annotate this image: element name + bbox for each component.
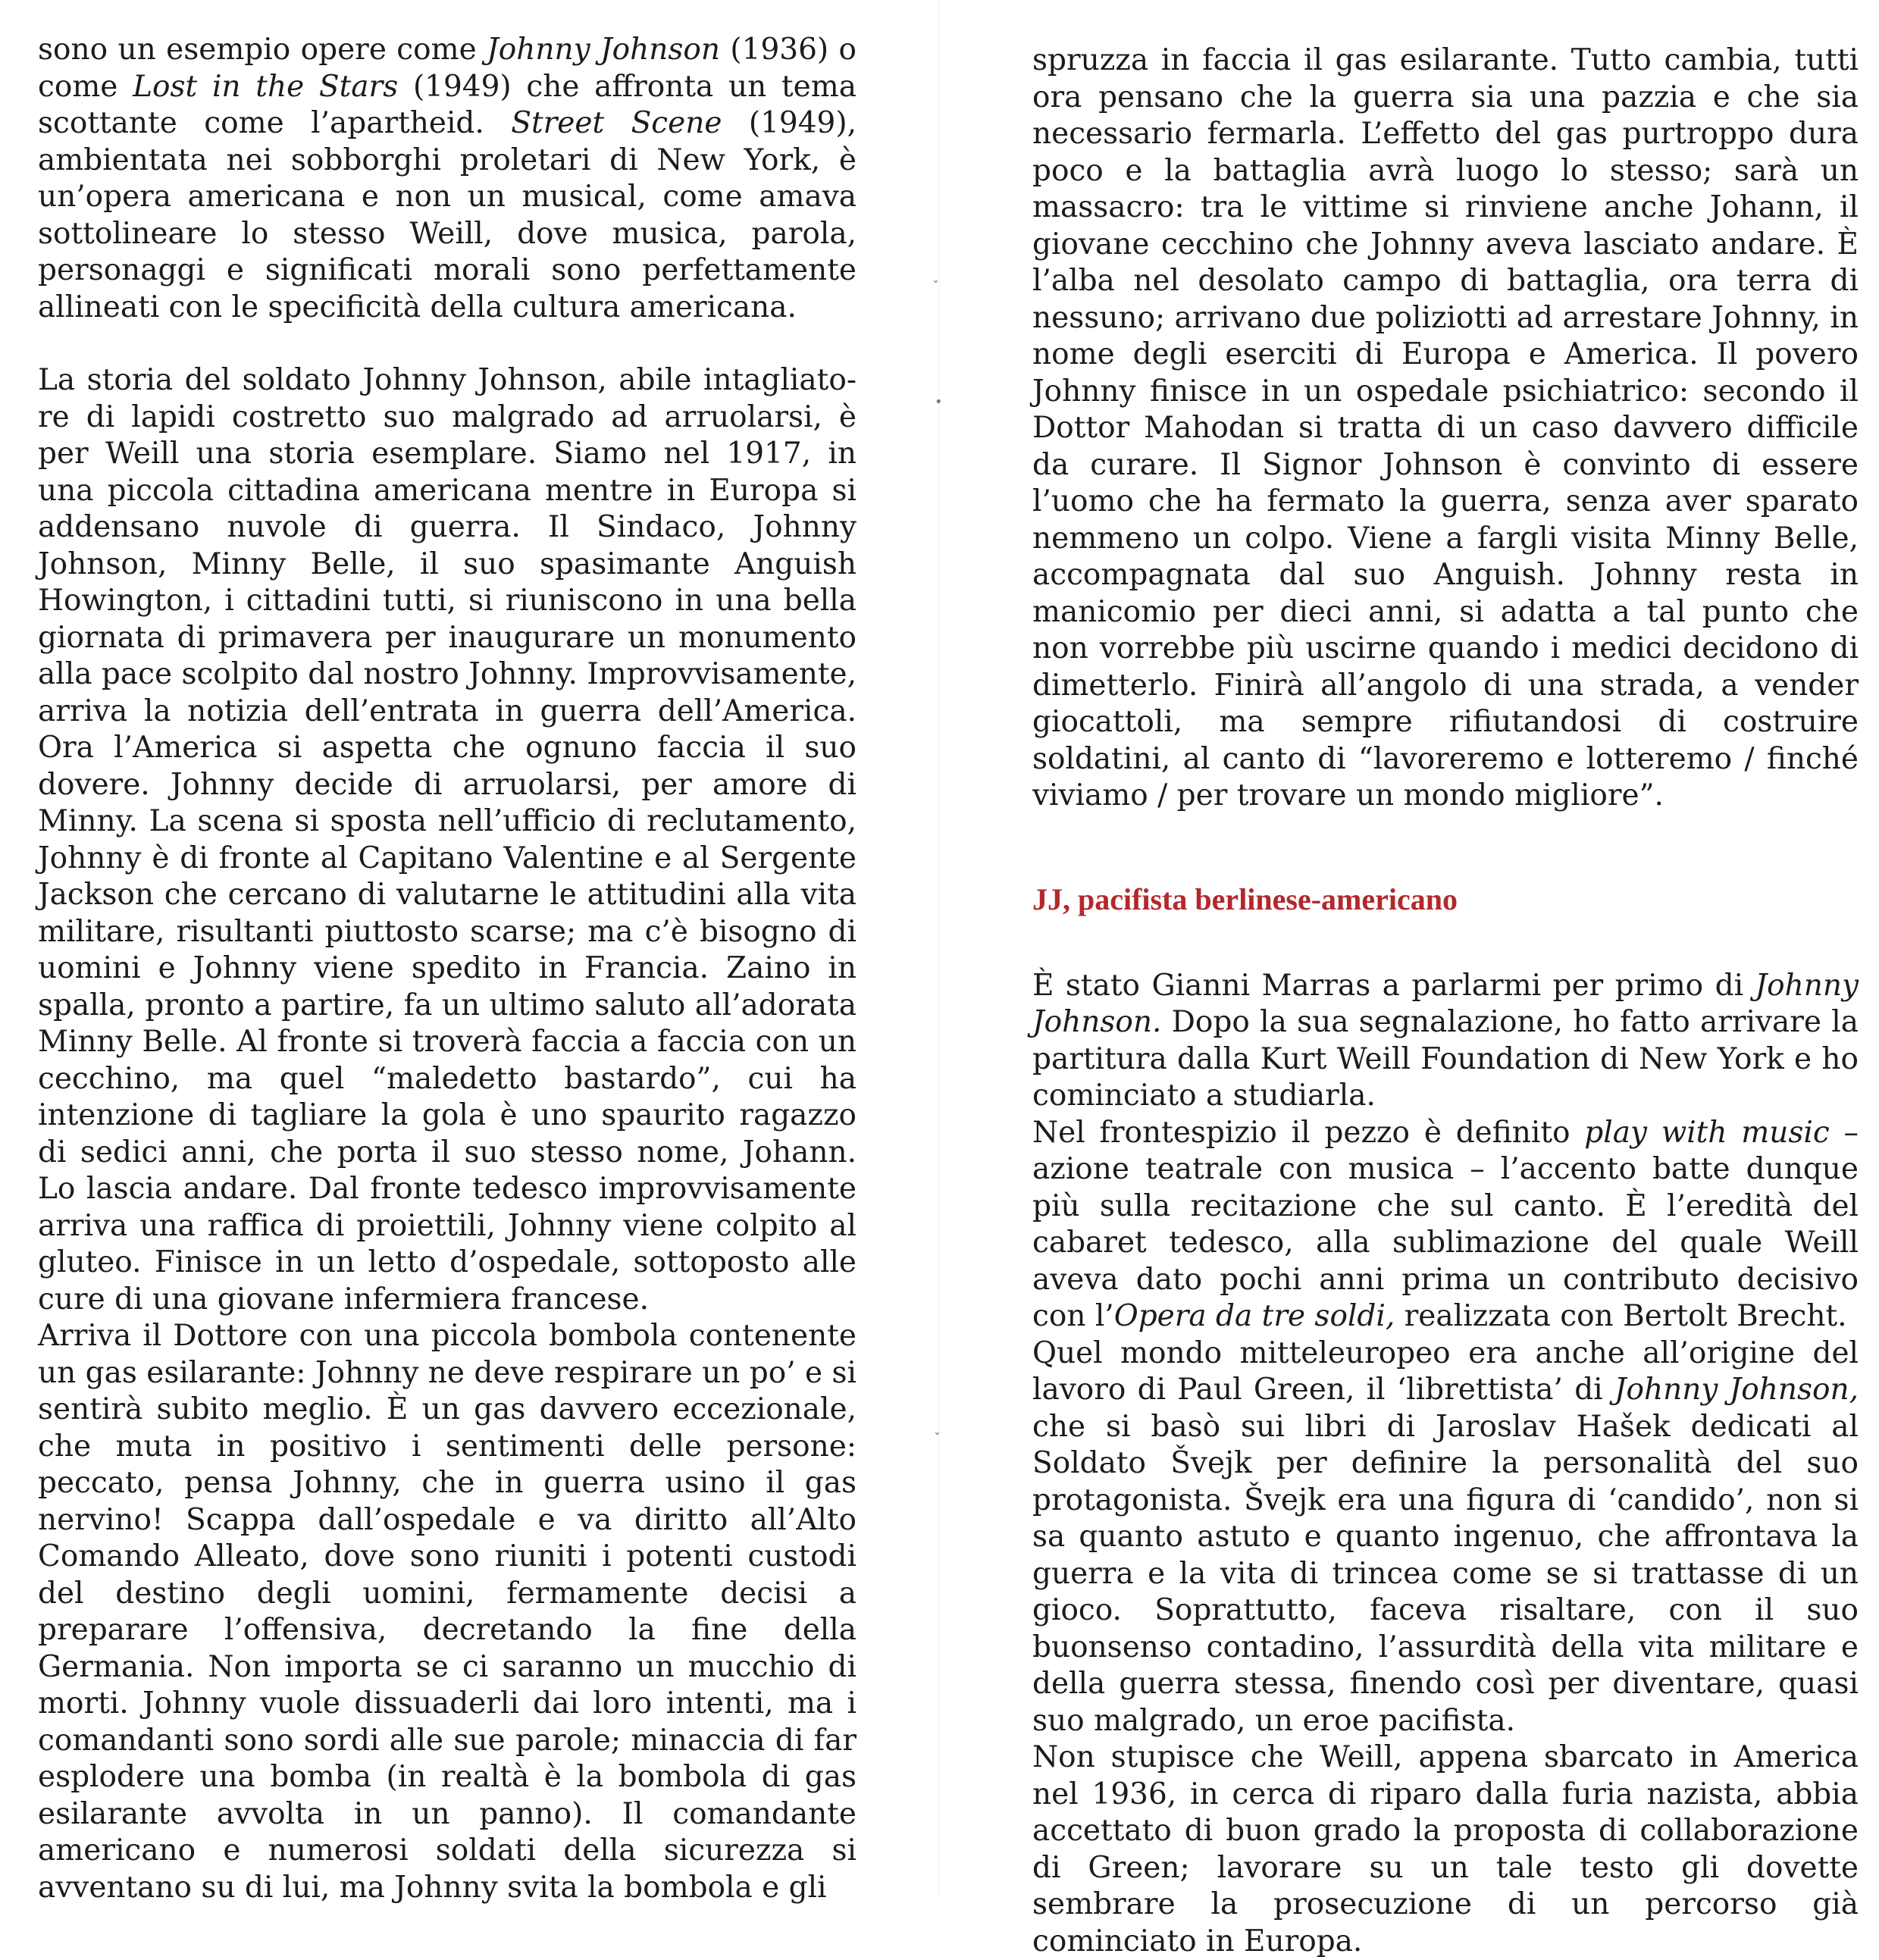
text-run: – azione teatrale con musica – l’accento batte dunque più sulla recitazione che sul canto. È l’eredità del cabaret tedesco, alla sublimazione del quale Weill aveva dato pochi anni prima un contributo decisivo con l’ [1032, 1115, 1859, 1333]
scan-mark: • [935, 394, 943, 410]
text-run: Nel frontespizio il pezzo è definito [1032, 1115, 1585, 1150]
paragraph: spruzza in faccia il gas esilarante. Tutto cambia, tutti ora pensano che la guerra sia una pazzia e che sia necessario fermarla. L’effetto del gas purtroppo dura poco e la battaglia avrà luogo lo stesso; sarà un massacro: tra le vittime si rinviene anche Johann, il giovane cecchino che Johnny aveva lasciato andare. È l’alba nel desolato campo di battaglia, ora terra di nessuno; arrivano due poliziotti ad arrestare Johnny, in nome degli eserciti di Europa e America. Il povero Johnny finisce in un ospedale psichiatrico: secondo il Dottor Mahodan si tratta di un caso davvero difficile da curare. Il Signor Johnson è convinto di essere l’uomo che ha fermato la guerra, senza aver sparato nemmeno un colpo. Viene a fargli visita Minny Belle, accompagnata dal suo Anguish. Johnny resta in manicomio per dieci anni, si adatta a tal punto che non vorrebbe più uscirne quando i medici decidono di dimetterlo. Finirà all’angolo di una strada, a vender giocattoli, ma sempre rifiutandosi di costruire soldatini, al canto di “lavoreremo e lotteremo / finché viviamo / per trovare un mondo migliore”. [1032, 43, 1859, 812]
italic-title: Johnny Johnson. [1032, 968, 1859, 1039]
left-page-column [38, 32, 857, 1906]
paragraph [1032, 1335, 1859, 1740]
scan-mark: ˇ [932, 279, 939, 295]
paragraph: La storia del soldato Johnny Johnson, abile intagliatore di lapidi costretto suo malgrado ad arruolarsi, è per Weill una storia esemplare. Siamo nel 1917, in una piccola cittadina americana mentre in Europa si addensano nuvole di guerra. Il Sindaco, Johnny Johnson, Minny Belle, il suo spasimante Anguish Howington, i cittadini tutti, si riuniscono in una bella giornata di primavera per inaugurare un monumento alla pace scolpito dal nostro Johnny. Improvvisamente, arriva la notizia dell’entrata in guerra dell’America. Ora l’America si aspetta che ognuno faccia il suo dovere. Johnny decide di arruolarsi, per amore di Minny. La scena si sposta nell’ufficio di reclutamento, Johnny è di fronte al Capitano Valentine e al Sergente Jackson che cercano di valutarne le attitudini alla vita militare, risultanti piuttosto scarse; ma c’è bisogno di uomini e Johnny viene spedito in Francia. Zaino in spalla, pronto a partire, fa un ultimo saluto all’adorata Minny Belle. Al fronte si troverà faccia a faccia con un cecchino, ma quel “maledetto bastardo”, cui ha intenzione di tagliare la gola è uno spaurito ragazzo di sedici anni, che porta il suo stesso nome, Johann. Lo lascia andare. Dal fronte tedesco improvvisamente arriva una raffica di proiettili, Johnny viene colpito al gluteo. Finisce in un letto d’ospedale, sottoposto alle cure di una giovane infermiera francese. [38, 363, 857, 1317]
paragraph: Arriva il Dottore con una piccola bombola contenente un gas esilarante: Johnny ne deve respirare un po’ e si sentirà subito meglio. È un gas davvero eccezionale, che muta in positivo i sentimenti delle persone: peccato, pensa Johnny, che in guerra usino il gas nervino! Scappa dall’ospedale e va diritto all’Alto Comando Alleato, dove sono riuniti i potenti custodi del destino degli uomini, fermamente decisi a preparare l’offensiva, decretando la fine della Germania. Non importa se ci saranno un mucchio di morti. Johnny vuole dissuaderli dai loro intenti, ma i comandanti sono sordi alle sue parole; minaccia di far esplodere una bomba (in realtà è la bombola di gas esilarante avvolta in un panno). Il comandante americano e numerosi soldati della sicurezza si avventano su di lui, ma Johnny svita la bombola e gli [38, 1319, 857, 1905]
italic-title: Johnny Johnson [487, 33, 720, 67]
paragraph [1032, 968, 1859, 1115]
italic-title: Lost in the Stars [133, 69, 399, 104]
italic-title: Johnny Johnson, [1614, 1373, 1859, 1407]
scan-mark: ˇ [934, 1431, 941, 1447]
text-run: (1949) che affronta un tema scottante come l’apartheid. [38, 69, 857, 140]
text-run: È stato Gianni Marras a parlarmi per primo di [1032, 968, 1755, 1003]
italic-title: play with music [1584, 1115, 1830, 1150]
text-run: (1949), ambientata nei sobborghi proletari di New York, è un’opera americana e non un musical, come amava sottolineare lo stesso Weill, dove musica, parola, personaggi e significati morali sono perfettamente allineati con le specificità della cultura americana. [38, 106, 857, 324]
paragraph: Non stupisce che Weill, appena sbarcato in America nel 1936, in cerca di riparo dalla furia nazista, abbia accettato di buon grado la proposta di collaborazione di Green; lavorare su un tale testo gli dovette sembrare la prosecuzione di un percorso già cominciato in Europa. [1032, 1740, 1859, 1958]
text-run: sono un esempio opere come [38, 33, 487, 67]
italic-title: Opera da tre soldi, [1113, 1299, 1395, 1333]
right-page-column [1032, 42, 1859, 1960]
paragraph [1032, 1115, 1859, 1335]
text-run: che si basò sui libri di Jaroslav Hašek dedicati al Soldato Švejk per definire la personalità del suo protagonista. Švejk era una figura di ‘candido’, non si sa quanto astuto e quanto ingenuo, che affrontava la guerra e la vita di trincea come se si trattasse di un gioco. Soprattutto, faceva risaltare, con il suo buonsenso contadino, l’assurdità della vita militare e della guerra stessa, finendo così per diventare, quasi suo malgrado, un eroe pacifista. [1032, 1409, 1859, 1738]
italic-title: Street Scene [511, 106, 722, 140]
text-run: realizzata con Bertolt Brecht. [1395, 1299, 1847, 1333]
text-run: Quel mondo mitteleuropeo era anche all’origine del lavoro di Paul Green, il ‘librettista’ di [1032, 1335, 1859, 1407]
section-heading: JJ, pacifista berlinese-americano [1032, 881, 1458, 916]
text-run: Dopo la sua segnalazione, ho fatto arrivare la partitura dalla Kurt Weill Foundation di New York e ho cominciato a studiarla. [1032, 1005, 1859, 1113]
text-run: (1936) o come [38, 33, 857, 104]
paragraph [38, 32, 857, 326]
